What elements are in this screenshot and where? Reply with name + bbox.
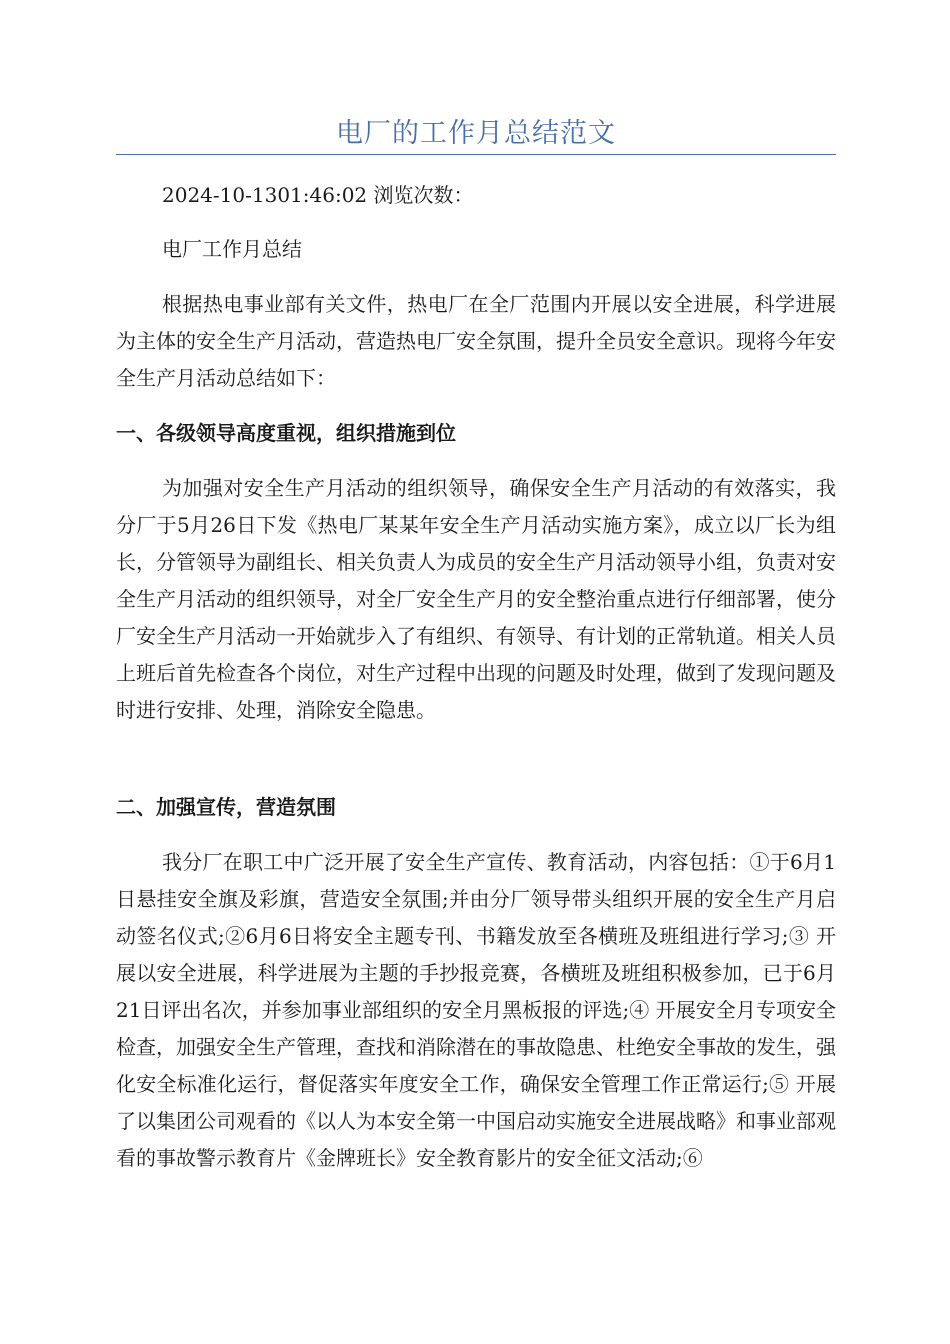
document-subtitle: 电厂工作月总结: [162, 237, 302, 261]
publish-meta: 2024-10-1301:46:02 浏览次数：: [162, 183, 474, 207]
page-title: 电厂的工作月总结范文: [336, 118, 616, 149]
section-heading-2: 二、加强宣传，营造氛围: [116, 795, 336, 819]
section-2-paragraph: 我分厂在职工中广泛开展了安全生产宣传、教育活动，内容包括：①于6月1日悬挂安全旗及彩旗，营造安全氛围;并由分厂领导带头组织开展的安全生产月启动签名仪式;②6月6日将安全主题专刊、书籍发放至各横班及班组进行学习;③ 开展以安全进展，科学进展为主题的手抄报竞赛，各横班及班组积极参加，已于6月21日评出名次，并参加事业部组织的安全月黑板报的评选;④ 开展安全月专项安全检查，加强安全生产管理，查找和消除潜在的事故隐患、杜绝安全事故的发生，强化安全标准化运行，督促落实年度安全工作，确保安全管理工作正常运行;⑤ 开展了以集团公司观看的《以人为本安全第一中国启动实施安全进展战略》和事业部观看的事故警示教育片《金牌班长》安全教育影片的安全征文活动;⑥: [116, 850, 836, 1170]
intro-paragraph: 根据热电事业部有关文件，热电厂在全厂范围内开展以安全进展，科学进展为主体的安全生产月活动，营造热电厂安全氛围，提升全员安全意识。现将今年安全生产月活动总结如下：: [116, 292, 836, 390]
section-heading-1: 一、各级领导高度重视，组织措施到位: [116, 421, 456, 445]
title-underline: [116, 154, 836, 155]
section-1-paragraph: 为加强对安全生产月活动的组织领导，确保安全生产月活动的有效落实，我分厂于5月26日下发《热电厂某某年安全生产月活动实施方案》，成立以厂长为组长，分管领导为副组长、相关负责人为成员的安全生产月活动领导小组，负责对安全生产月活动的组织领导，对全厂安全生产月的安全整治重点进行仔细部署，使分厂安全生产月活动一开始就步入了有组织、有领导、有计划的正常轨道。相关人员上班后首先检查各个岗位，对生产过程中出现的问题及时处理，做到了发现问题及时进行安排、处理，消除安全隐患。: [116, 476, 836, 722]
